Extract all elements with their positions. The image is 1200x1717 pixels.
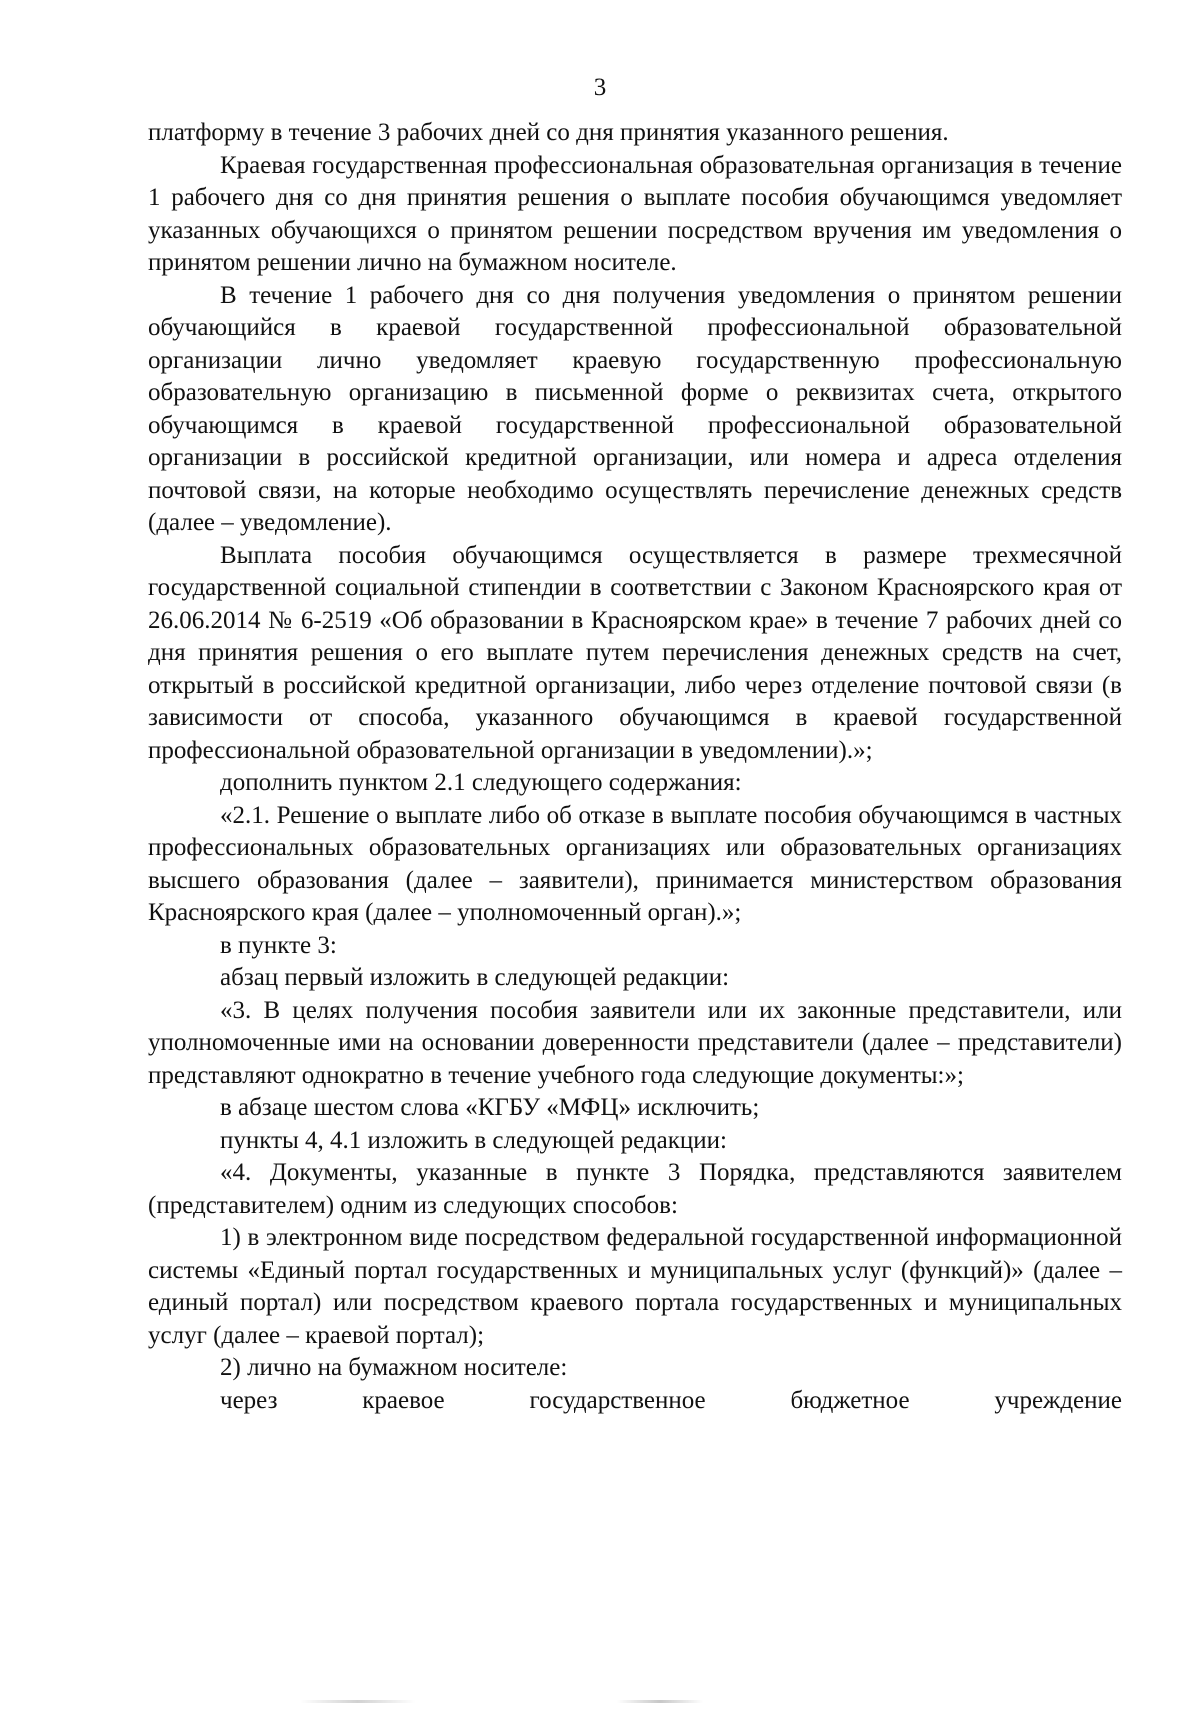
paragraph: 1) в электронном виде посредством федеральной государственной информационной системы «Единый портал государственных и муниципальных услуг (функций)» (далее – единый портал) или посредством краевого портала государственных и муниципальных услуг (далее – краевой портал);	[148, 1224, 1122, 1349]
paragraph: в пункте 3:	[220, 931, 337, 959]
paragraph: Краевая государственная профессиональная образовательная организация в течение 1 рабочего дня со дня принятия решения о выплате пособия обучающимся уведомляет указанных обучающихся о принятом решении посредством вручения им уведомления о принятом решении лично на бумажном носителе.	[148, 151, 1122, 276]
paragraph: 2) лично на бумажном носителе:	[220, 1354, 568, 1381]
paragraph: «4. Документы, указанные в пункте 3 Порядка, представляются заявителем (представителем) одним из следующих способов:	[148, 1159, 1122, 1219]
paragraph: пункты 4, 4.1 изложить в следующей редакции:	[220, 1126, 727, 1154]
document-body	[148, 117, 1122, 1417]
paragraph: В течение 1 рабочего дня со дня получения уведомления о принятом решении обучающийся в краевой государственной профессиональной образовательной организации лично уведомляет краевую государственную профессиональную образовательную организацию в письменной форме о реквизитах счета, открытого обучающимся в краевой государственной профессиональной образовательной организации в российской кредитной организации, или номера и адреса отделения почтовой связи, на которые необходимо осуществлять перечисление денежных средств (далее – уведомление).	[148, 281, 1122, 536]
paragraph: «3. В целях получения пособия заявители или их законные представители, или уполномоченные ими на основании доверенности представители (далее – представители) представляют однократно в течение учебного года следующие документы:»;	[148, 996, 1122, 1089]
paragraph: «2.1. Решение о выплате либо об отказе в выплате пособия обучающимся в частных профессиональных образовательных организациях или образовательных организациях высшего образования (далее – заявители), принимается министерством образования Красноярского края (далее – уполномоченный орган).»;	[148, 801, 1122, 926]
paragraph: Выплата пособия обучающимся осуществляется в размере трехмесячной государственной социальной стипендии в соответствии с Законом Красноярского края от 26.06.2014 № 6-2519 «Об образовании в Красноярском крае» в течение 7 рабочих дней со дня принятия решения о его выплате путем перечисления денежных средств на счет, открытый в российской кредитной организации, либо через отделение почтовой связи (в зависимости от способа, указанного обучающимся в краевой государственной профессиональной образовательной организации в уведомлении).»;	[148, 541, 1122, 764]
paragraph: платформу в течение 3 рабочих дней со дня принятия указанного решения.	[148, 119, 949, 146]
page-number: 3	[593, 74, 607, 101]
paragraph: в абзаце шестом слова «КГБУ «МФЦ» исключить;	[220, 1094, 760, 1121]
paragraph: дополнить пунктом 2.1 следующего содержания:	[220, 769, 742, 796]
scan-artifact	[300, 1700, 1020, 1703]
paragraph: через краевое государственное бюджетное учреждение	[220, 1386, 1122, 1414]
paragraph: абзац первый изложить в следующей редакции:	[220, 964, 730, 991]
